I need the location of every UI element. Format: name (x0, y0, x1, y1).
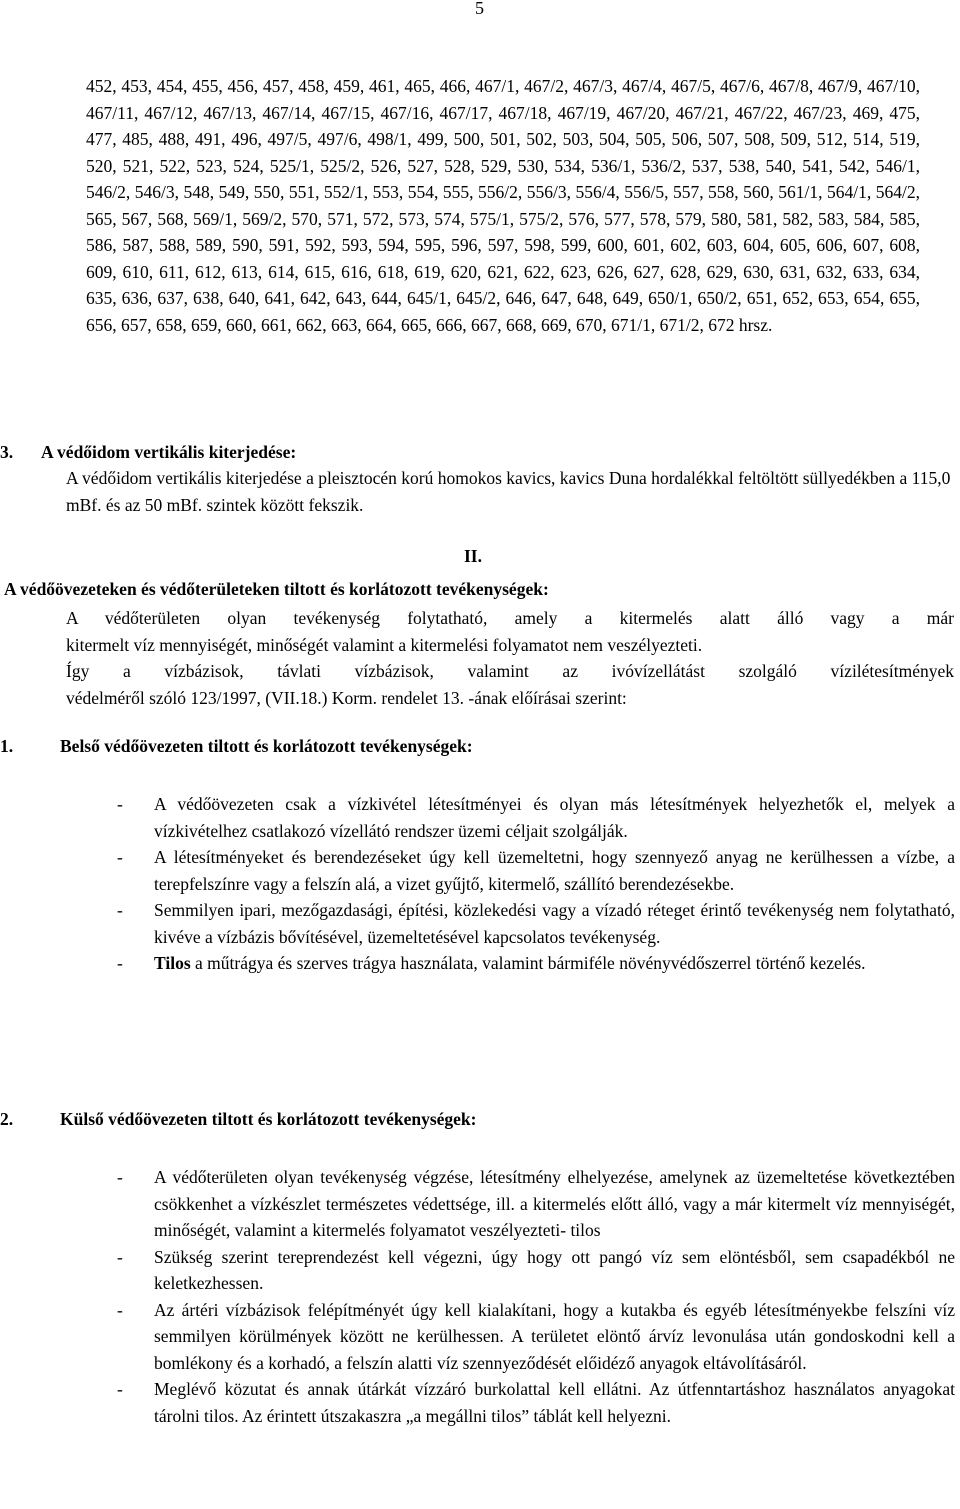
section-3-number: 3. (0, 442, 14, 462)
dash-bullet: - (117, 900, 123, 920)
outer-zone-heading (0, 1109, 477, 1130)
list-item-text: Meglévő közutat és annak útárkát vízzáró burkolattal kell ellátni. Az útfenntartáshoz használatos anyagokat tárolni tilos. Az érintett útszakaszra „a megállni tilos” táblát kell helyezni. (154, 1379, 955, 1426)
dash-bullet: - (117, 1246, 123, 1267)
outer-zone-number: 2. (0, 1109, 14, 1129)
part-2-line-4: védelméről szóló 123/1997, (VII.18.) Korm. rendelet 13. -ának előírásai szerint: (66, 687, 627, 708)
inner-zone-title: Belső védőövezeten tiltott és korlátozott tevékenységek: (60, 736, 473, 756)
list-item-text: A védőterületen olyan tevékenység végzése, létesítmény elhelyezése, amelynek az üzemeltetése következtében csökkenhet a vízkészlet természetes védettsége, ill. a kitermelés előtt álló, vagy a már kitermelt víz mennyiségét, minőségét, valamint a kitermelés folyamatot veszélyezteti- tilos (154, 1167, 955, 1240)
inner-zone-number: 1. (0, 736, 14, 756)
list-item-text: A védőövezeten csak a vízkivétel létesítményei és olyan más létesítmények helyezhetők el, melyek a vízkivételhez csatlakozó vízellátó rendszer üzemi céljait szolgálják. (154, 794, 955, 841)
part-2-roman-numeral: II. (464, 546, 482, 566)
page-number: 5 (475, 0, 484, 18)
parcel-number-list: 452, 453, 454, 455, 456, 457, 458, 459, 461, 465, 466, 467/1, 467/2, 467/3, 467/4, 467/5, 467/6, 467/8, 467/9, 467/10, 467/11, 467/12, 467/13, 467/14, 467/15, 467/16, 467/17, 467/18, 467/19, 467/20, 467/21, 467/22, 467/23, 469, 475, 477, 485, 488, 491, 496, 497/5, 497/6, 498/1, 499, 500, 501, 502, 503, 504, 505, 506, 507, 508, 509, 512, 514, 519, 520, 521, 522, 523, 524, 525/1, 525/2, 526, 527, 528, 529, 530, 534, 536/1, 536/2, 537, 538, 540, 541, 542, 546/1, 546/2, 546/3, 548, 549, 550, 551, 552/1, 553, 554, 555, 556/2, 556/3, 556/4, 556/5, 557, 558, 560, 561/1, 564/1, 564/2, 565, 567, 568, 569/1, 569/2, 570, 571, 572, 573, 574, 575/1, 575/2, 576, 577, 578, 579, 580, 581, 582, 583, 584, 585, 586, 587, 588, 589, 590, 591, 592, 593, 594, 595, 596, 597, 598, 599, 600, 601, 602, 603, 604, 605, 606, 607, 608, 609, 610, 611, 612, 613, 614, 615, 616, 618, 619, 620, 621, 622, 623, 626, 627, 628, 629, 630, 631, 632, 633, 634, 635, 636, 637, 638, 640, 641, 642, 643, 644, 645/1, 645/2, 646, 647, 648, 649, 650/1, 650/2, 651, 652, 653, 654, 655, 656, 657, 658, 659, 660, 661, 662, 663, 664, 665, 666, 667, 668, 669, 670, 671/1, 671/2, 672 hrsz. (86, 76, 920, 335)
dash-bullet: - (117, 847, 123, 867)
list-item (0, 1164, 955, 1244)
dash-bullet: - (117, 953, 123, 973)
list-item (0, 791, 955, 844)
list-item-text: Az ártéri vízbázisok felépítményét úgy kell kialakítani, hogy a kutakba és egyéb létesítményekbe felszíni víz semmilyen körülmények között ne kerülhessen. A területet elöntő árvíz levonulása után gondoskodni kell a bomlékony és a korhadó, a felszín alatti víz szennyeződését előidéző anyagok eltávolításáról. (154, 1299, 955, 1373)
list-item-bold-text: Tilos (154, 953, 191, 973)
list-item-text: A létesítményeket és berendezéseket úgy kell üzemeltetni, hogy szennyező anyag ne kerülhessen a vízbe, a terepfelszínre vagy a felszín alá, a vizet gyűjtő, kitermelő, szállító berendezésekbe. (154, 847, 955, 894)
inner-zone-heading (0, 736, 473, 757)
dash-bullet: - (117, 1379, 123, 1399)
inner-zone-list (0, 791, 955, 977)
dash-bullet: - (117, 794, 123, 814)
list-item (0, 844, 955, 897)
dash-bullet: - (117, 1167, 123, 1187)
outer-zone-title: Külső védőövezeten tiltott és korlátozott tevékenységek: (60, 1109, 477, 1129)
part-2-heading: A védőövezeteken és védőterületeken tiltott és korlátozott tevékenységek: (4, 579, 549, 599)
part-2-line-3: Így a vízbázisok, távlati vízbázisok, valamint az ivóvízellátást szolgáló vízilétesítmények (66, 661, 954, 681)
list-item (0, 897, 955, 950)
section-3-text: A védőidom vertikális kiterjedése a pleisztocén korú homokos kavics, kavics Duna hordalékkal feltöltött süllyedékben a 115,0 mBf. és az 50 mBf. szintek között fekszik. (66, 468, 951, 515)
dash-bullet: - (117, 1299, 123, 1320)
part-2-line-2: kitermelt víz mennyiségét, minőségét valamint a kitermelési folyamatot nem veszélyezteti. (66, 634, 703, 655)
outer-zone-list (0, 1164, 955, 1429)
part-2-line-1: A védőterületen olyan tevékenység folytatható, amely a kitermelés alatt álló vagy a már (66, 608, 954, 628)
list-item (0, 1376, 955, 1429)
list-item (0, 1244, 955, 1297)
part-2-paragraph (66, 605, 954, 711)
section-3-title: A védőidom vertikális kiterjedése: (41, 442, 297, 462)
list-item-text: Semmilyen ipari, mezőgazdasági, építési, közlekedési vagy a vízadó réteget érintő tevékenység nem folytatható, kivéve a vízbázis bővítésével, üzemeltetésével kapcsolatos tevékenység. (154, 900, 955, 947)
list-item-text: Szükség szerint tereprendezést kell végezni, úgy hogy ott pangó víz sem elöntésből, sem csapadékból ne keletkezhessen. (154, 1246, 955, 1293)
list-item-text: a műtrágya és szerves trágya használata, valamint bármiféle növényvédőszerrel történő kezelés. (190, 953, 866, 973)
list-item (0, 1297, 955, 1377)
list-item (0, 950, 955, 977)
section-3-heading (0, 439, 296, 465)
